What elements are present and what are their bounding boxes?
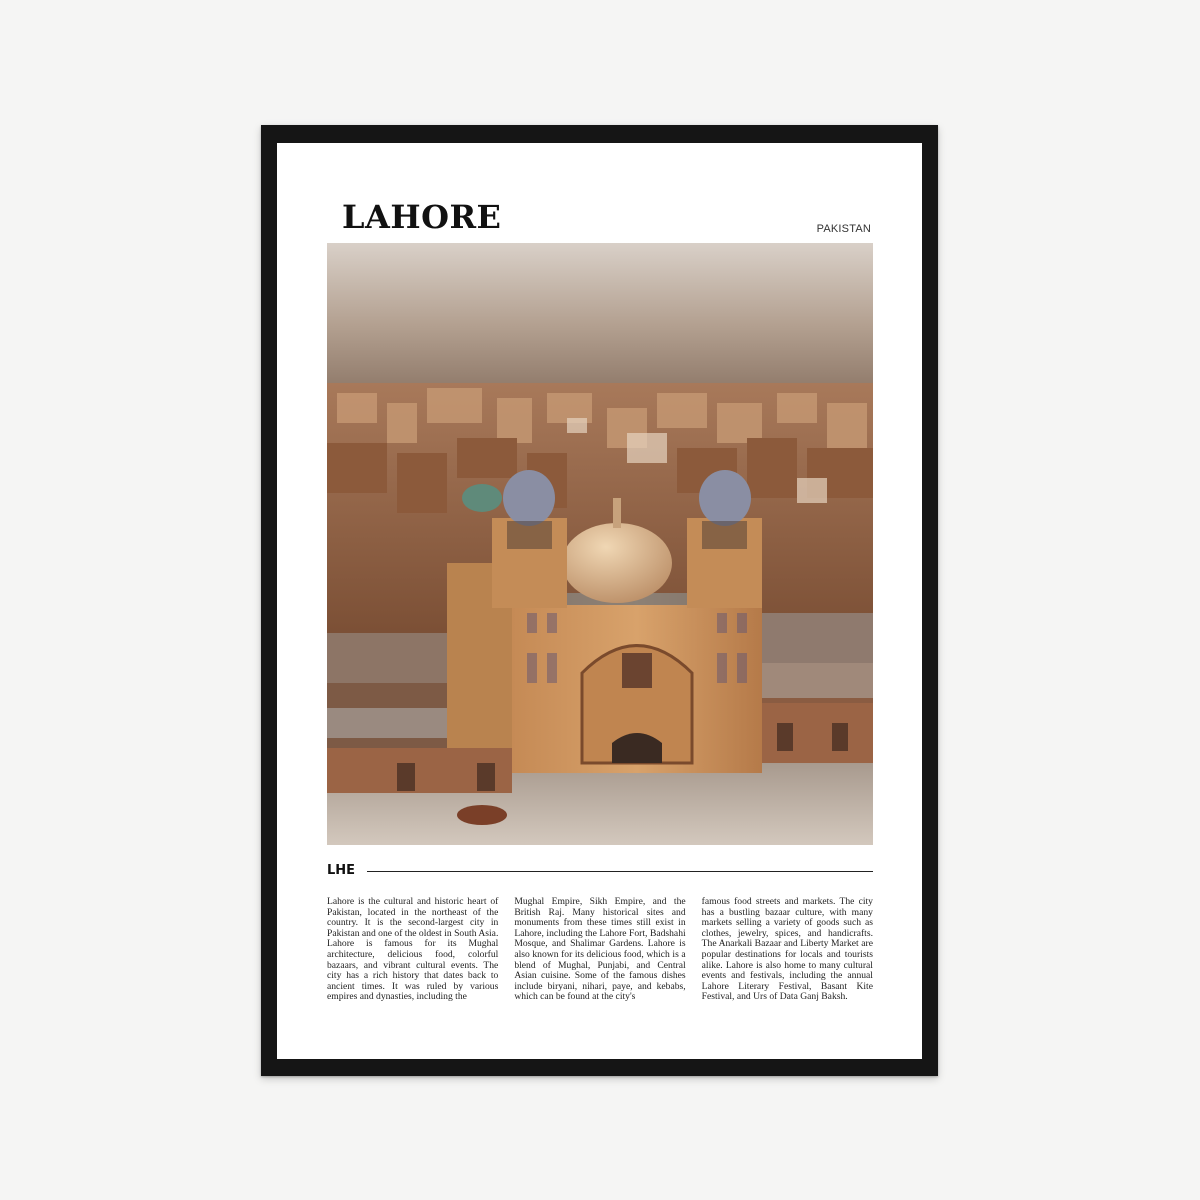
description xyxy=(327,897,873,1003)
description-column-3: famous food streets and markets. The city has a bustling bazaar culture, with many markets selling a variety of goods such as clothes, jewelry, spices, and handicrafts. The Anarkali Bazaar and Liberty Market are popular destinations for locals and tourists alike. Lahore is also home to many cultural events and festivals, including the annual Lahore Literary Festival, Basant Kite Festival, and Urs of Data Ganj Baksh. xyxy=(701,896,873,1003)
poster-title: LAHORE xyxy=(342,198,502,236)
poster-mat xyxy=(277,143,922,1059)
code-row xyxy=(327,863,873,881)
description-column-1: Lahore is the cultural and historic heart of Pakistan, located in the northeast of the country. It is the second-largest city in Pakistan and one of the oldest in South Asia. Lahore is famous for its Mughal architecture, delicious food, colorful bazaars, and vibrant cultural events. The city has a rich history that dates back to ancient times. It was ruled by various empires and dynasties, including the xyxy=(327,896,499,1003)
poster-country: PAKISTAN xyxy=(816,223,871,235)
divider-line xyxy=(367,871,873,872)
city-code: LHE xyxy=(327,863,356,878)
poster-frame xyxy=(261,125,938,1076)
description-column-2: Mughal Empire, Sikh Empire, and the British Raj. Many historical sites and monuments from these times still exist in Lahore, including the Lahore Fort, Badshahi Mosque, and Shalimar Gardens. Lahore is also known for its delicious food, which is a blend of Mughal, Punjabi, and Central Asian cuisine. Some of the famous dishes include biryani, nihari, paye, and kebabs, which can be found at the city's xyxy=(514,896,686,1003)
mosque-photo xyxy=(327,243,873,845)
